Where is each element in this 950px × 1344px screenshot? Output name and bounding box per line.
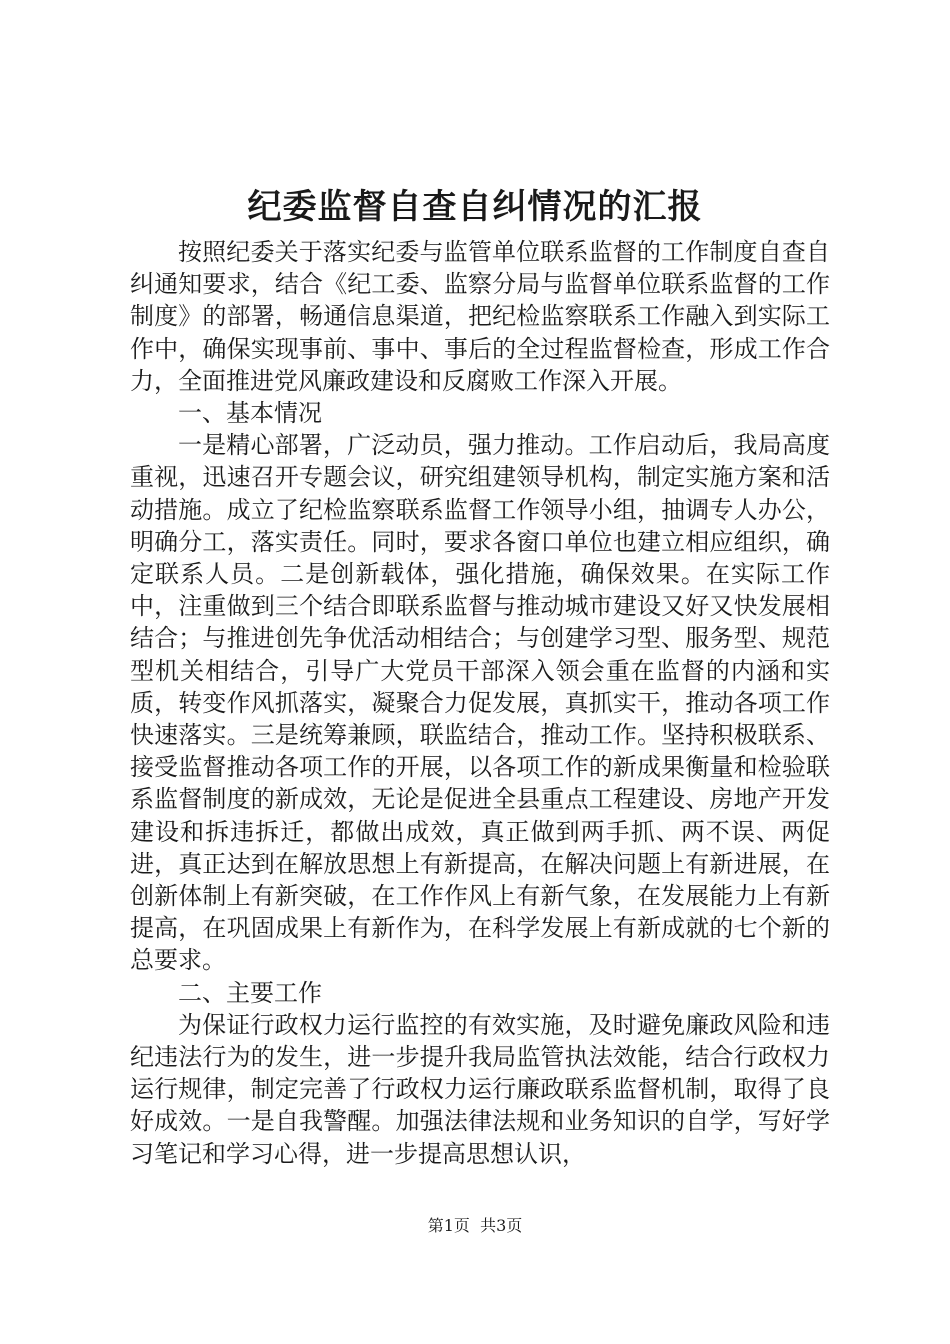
main-work-paragraph: 为保证行政权力运行监控的有效实施，及时避免廉政风险和违纪违法行为的发生，进一步提升我局监管执法效能，结合行政权力运行规律，制定完善了行政权力运行廉政联系监督机制，取得了良好成效。一是自我警醒。加强法律法规和业务知识的自学，写好学习笔记和学习心得，进一步提高思想认识， bbox=[130, 1010, 830, 1168]
document-title: 纪委监督自查自纠情况的汇报 bbox=[247, 187, 703, 227]
section-heading-main-work: 二、主要工作 bbox=[178, 978, 322, 1007]
document-body bbox=[130, 236, 830, 1170]
page-total: 共3页 bbox=[480, 1216, 523, 1235]
basic-situation-paragraph: 一是精心部署，广泛动员，强力推动。工作启动后，我局高度重视，迅速召开专题会议，研究组建领导机构，制定实施方案和活动措施。成立了纪检监察联系监督工作领导小组，抽调专人办公，明确分工，落实责任。同时，要求各窗口单位也建立相应组织，确定联系人员。二是创新载体，强化措施，确保效果。在实际工作中，注重做到三个结合即联系监督与推动城市建设又好又快发展相结合；与推进创先争优活动相结合；与创建学习型、服务型、规范型机关相结合，引导广大党员干部深入领会重在监督的内涵和实质，转变作风抓落实，凝聚合力促发展，真抓实干，推动各项工作快速落实。三是统筹兼顾，联监结合，推动工作。坚持积极联系、接受监督推动各项工作的开展，以各项工作的新成果衡量和检验联系监督制度的新成效，无论是促进全县重点工程建设、房地产开发建设和拆违拆迁，都做出成效，真正做到两手抓、两不误、两促进，真正达到在解放思想上有新提高，在解决问题上有新进展，在创新体制上有新突破，在工作作风上有新气象，在发展能力上有新提高，在巩固成果上有新作为，在科学发展上有新成就的七个新的总要求。 bbox=[130, 431, 830, 975]
page-number: 第1页 bbox=[427, 1216, 470, 1235]
intro-paragraph: 按照纪委关于落实纪委与监管单位联系监督的工作制度自查自纠通知要求，结合《纪工委、监察分局与监督单位联系监督的工作制度》的部署，畅通信息渠道，把纪检监察联系工作融入到实际工作中，确保实现事前、事中、事后的全过程监督检查，形成工作合力，全面推进党风廉政建设和反腐败工作深入开展。 bbox=[130, 238, 830, 395]
section-heading-basic-situation: 一、基本情况 bbox=[178, 399, 322, 428]
page-footer bbox=[0, 1215, 950, 1237]
